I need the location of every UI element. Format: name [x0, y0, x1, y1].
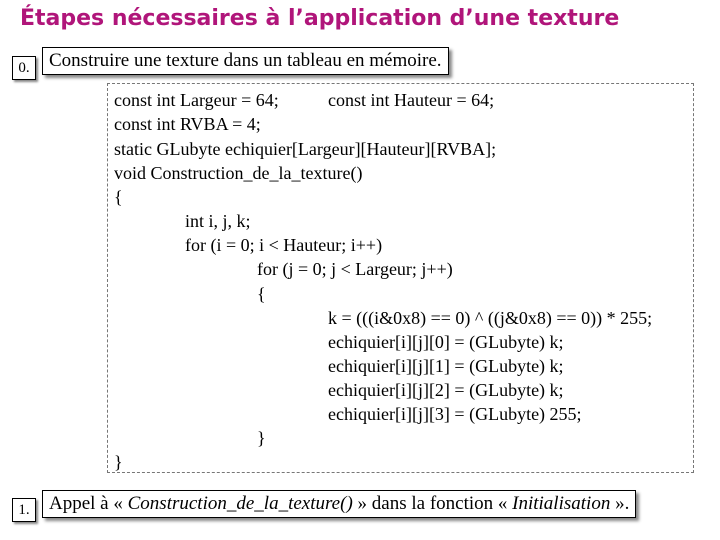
code-line-largeur: const int Largeur = 64;: [114, 90, 279, 110]
step-1-box: [42, 490, 636, 518]
code-line-for-j: for (j = 0; j < Largeur; j++): [257, 259, 453, 279]
code-line-vars: int i, j, k;: [185, 211, 251, 231]
code-line-close-brace: }: [114, 452, 123, 472]
code-line-rvba: const int RVBA = 4;: [114, 114, 261, 134]
code-line-for-i: for (i = 0; i < Hauteur; i++): [185, 235, 383, 255]
step-1-function-name: Construction_de_la_texture(): [127, 493, 353, 514]
step-1-number: 1.: [12, 498, 36, 522]
code-line-assign-0: echiquier[i][j][0] = (GLubyte) k;: [328, 332, 564, 352]
step-1-text-mid: » dans la fonction «: [352, 493, 513, 514]
step-1-text-suffix: ».: [610, 493, 630, 514]
code-line-declaration: static GLubyte echiquier[Largeur][Hauteur][RVBA];: [114, 139, 497, 159]
step-0-text: Construire une texture dans un tableau en mémoire.: [49, 50, 442, 71]
step-0-number: 0.: [12, 56, 36, 80]
code-line-open-brace: {: [114, 187, 123, 207]
step-1-text-prefix: Appel à «: [49, 493, 128, 514]
slide-title: Étapes nécessaires à l’application d’une texture: [20, 6, 620, 31]
code-line-assign-1: echiquier[i][j][1] = (GLubyte) k;: [328, 356, 564, 376]
code-line-assign-3: echiquier[i][j][3] = (GLubyte) 255;: [328, 404, 582, 424]
step-0-box: [42, 47, 449, 75]
step-1-init-name: Initialisation: [512, 493, 611, 514]
code-line-inner-open: {: [257, 284, 266, 304]
code-line-hauteur: const int Hauteur = 64;: [328, 90, 495, 110]
code-line-function: void Construction_de_la_texture(): [114, 163, 363, 183]
code-line-inner-close: }: [257, 428, 266, 448]
code-line-assign-2: echiquier[i][j][2] = (GLubyte) k;: [328, 380, 564, 400]
code-line-k: k = (((i&0x8) == 0) ^ ((j&0x8) == 0)) * 255;: [328, 308, 653, 328]
